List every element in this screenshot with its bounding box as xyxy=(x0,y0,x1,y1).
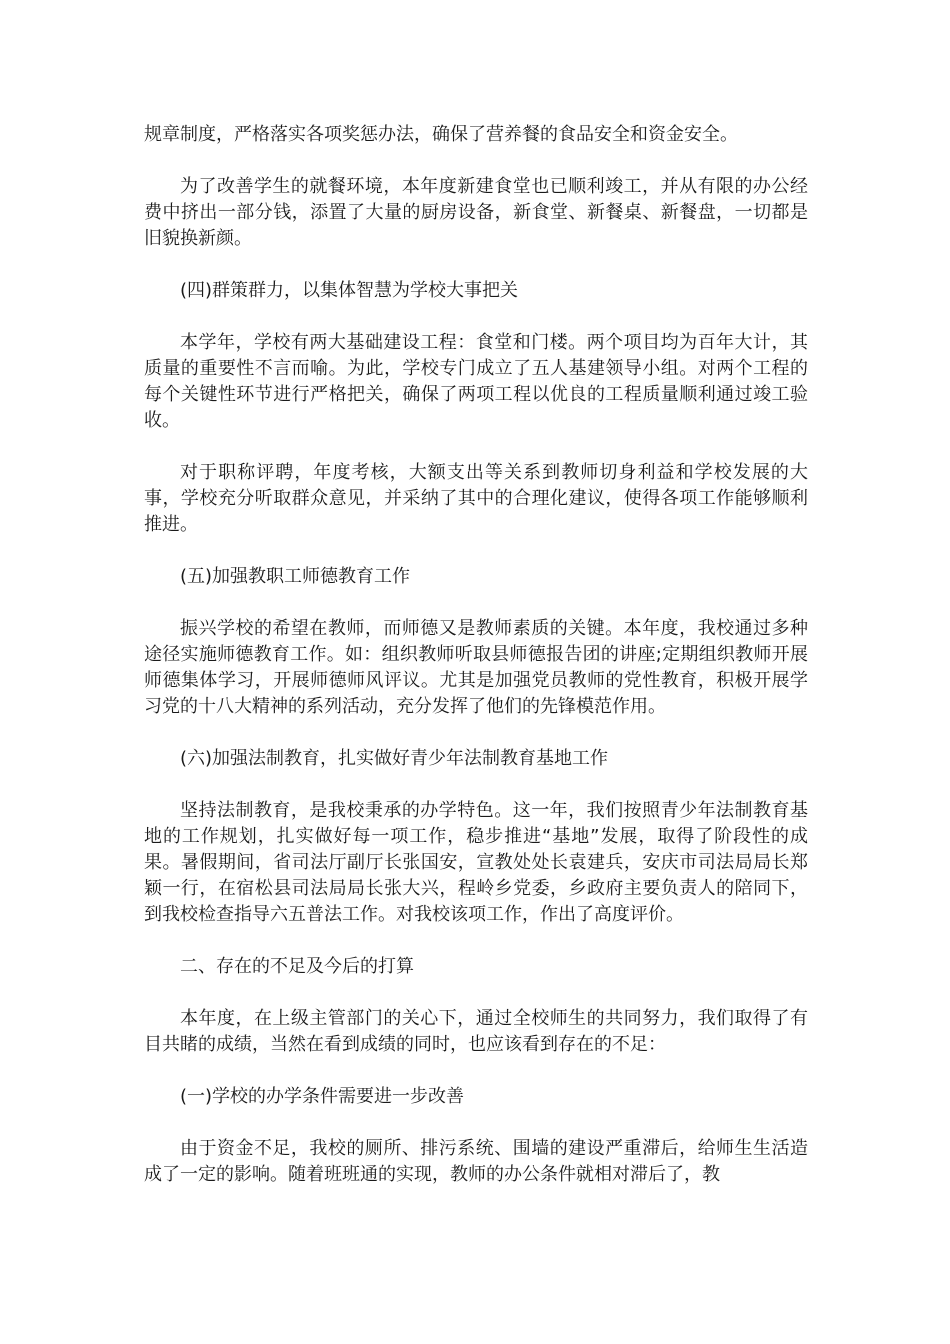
paragraph-canteen: 为了改善学生的就餐环境，本年度新建食堂也已顺利竣工，并从有限的办公经费中挤出一部分钱，添置了大量的厨房设备，新食堂、新餐桌、新餐盘，一切都是旧貌换新颜。 xyxy=(144,176,808,249)
paragraph-title-evaluation: 对于职称评聘，年度考核，大额支出等关系到教师切身利益和学校发展的大事，学校充分听取群众意见，并采纳了其中的合理化建议，使得各项工作能够顺利推进。 xyxy=(144,462,808,535)
section-heading-shortcomings: 二、存在的不足及今后的打算 xyxy=(180,956,414,977)
paragraph-shortcomings-intro: 本年度，在上级主管部门的关心下，通过全校师生的共同努力，我们取得了有目共睹的成绩，当然在看到成绩的同时，也应该看到存在的不足： xyxy=(144,1008,808,1055)
section-heading-4: (四)群策群力，以集体智慧为学校大事把关 xyxy=(180,280,519,301)
paragraph-construction: 本学年，学校有两大基础建设工程：食堂和门楼。两个项目均为百年大计，其质量的重要性不言而喻。为此，学校专门成立了五人基建领导小组。对两个工程的每个关键性环节进行严格把关，确保了两项工程以优良的工程质量顺利通过竣工验收。 xyxy=(144,332,808,431)
document-body xyxy=(144,122,808,1214)
section-heading-5: (五)加强教职工师德教育工作 xyxy=(180,566,411,587)
paragraph-continued: 规章制度，严格落实各项奖惩办法，确保了营养餐的食品安全和资金安全。 xyxy=(144,124,738,145)
section-heading-6: (六)加强法制教育，扎实做好青少年法制教育基地工作 xyxy=(180,748,609,769)
section-heading-1: (一)学校的办学条件需要进一步改善 xyxy=(180,1086,465,1107)
paragraph-teacher-ethics: 振兴学校的希望在教师，而师德又是教师素质的关键。本年度，我校通过多种途径实施师德教育工作。如：组织教师听取县师德报告团的讲座;定期组织教师开展师德集体学习，开展师德师风评议。尤其是加强党员教师的党性教育，积极开展学习党的十八大精神的系列活动，充分发挥了他们的先锋模范作用。 xyxy=(144,618,808,717)
paragraph-legal-education: 坚持法制教育，是我校秉承的办学特色。这一年，我们按照青少年法制教育基地的工作规划，扎实做好每一项工作，稳步推进“基地”发展，取得了阶段性的成果。暑假期间，省司法厅副厅长张国安，宣教处处长袁建兵，安庆市司法局局长郑颖一行，在宿松县司法局局长张大兴，程岭乡党委，乡政府主要负责人的陪同下，到我校检查指导六五普法工作。对我校该项工作，作出了高度评价。 xyxy=(144,800,808,925)
paragraph-facilities: 由于资金不足，我校的厕所、排污系统、围墙的建设严重滞后，给师生生活造成了一定的影响。随着班班通的实现，教师的办公条件就相对滞后了，教 xyxy=(144,1138,808,1185)
